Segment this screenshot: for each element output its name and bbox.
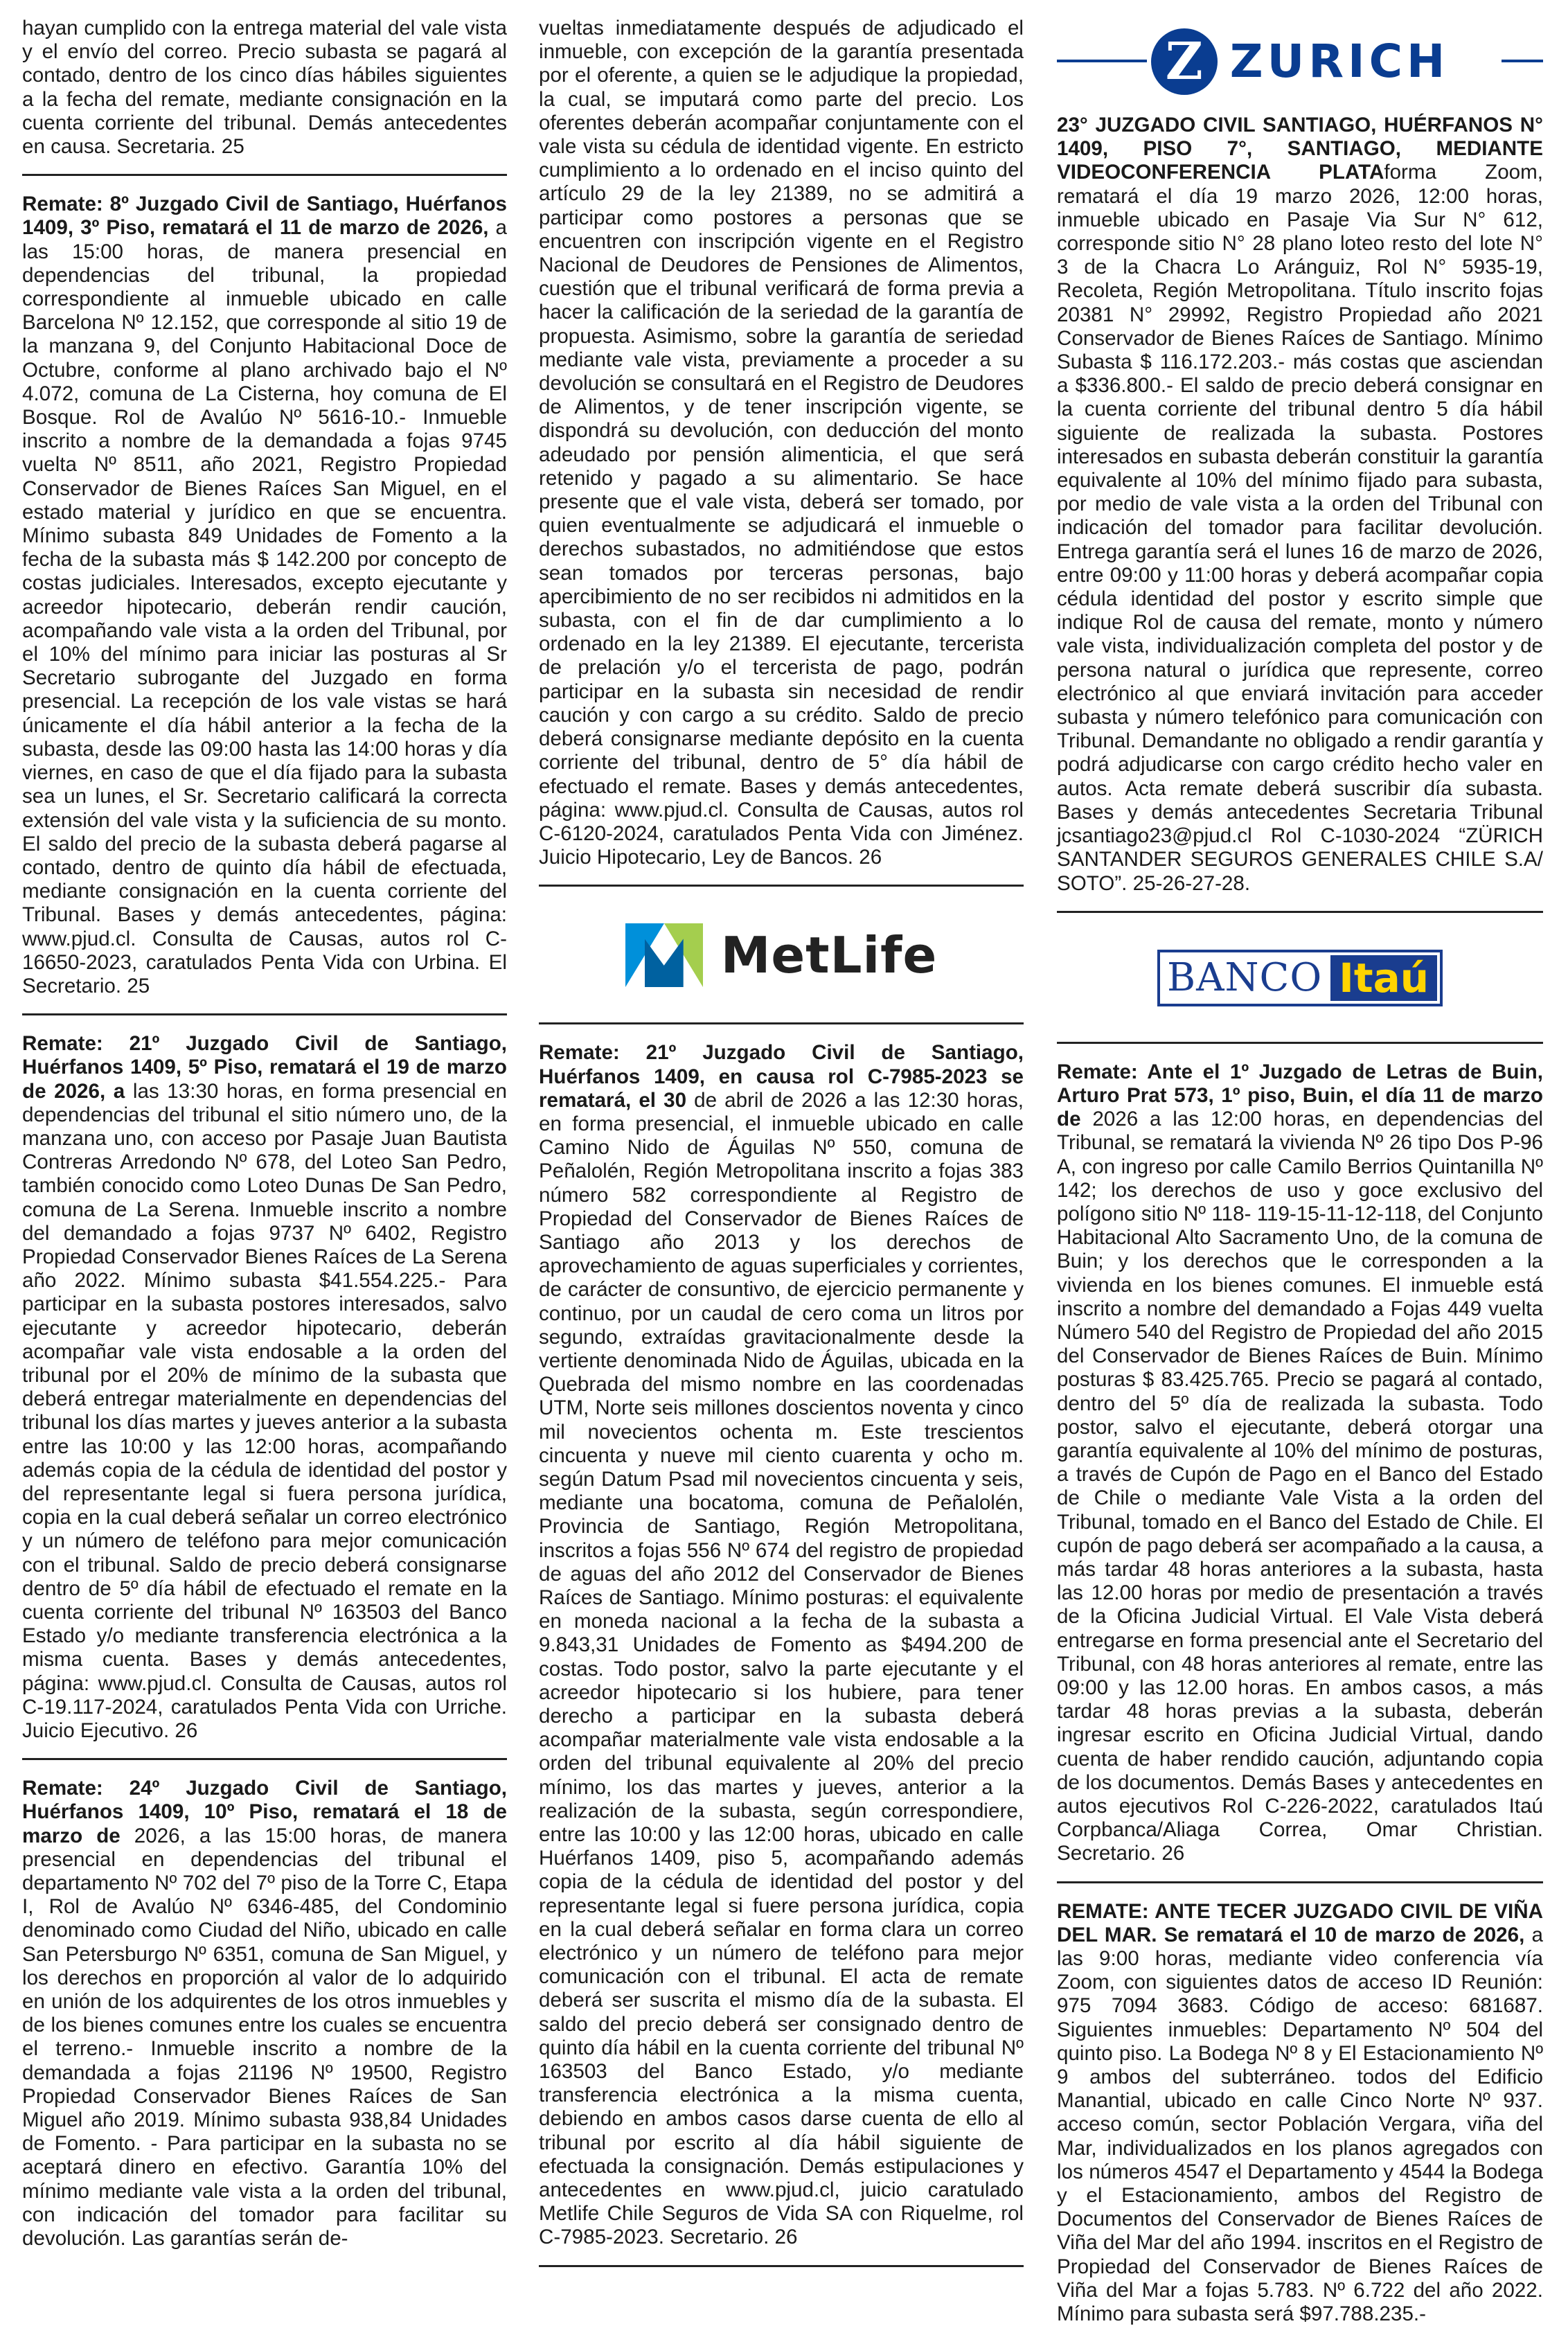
notice-body: vueltas inmediatamente después de adjudicado el inmueble, con excepción de la garantía presentada por el oferente, a quien se le adjudique la propiedad, la cual, se imputará como parte del precio. Los oferentes deberán acompañar conjuntamente con el vale vista su cédula de identidad vigente. En estricto cumplimiento a lo ordenado en el inciso quinto del artículo 29 de la ley 21389, no se admitirá a participar como postores a personas que se encuentren con inscripción vigente en el Registro Nacional de Deudores de Pensiones de Alimentos, cuestión que el tribunal verificará de forma previa a hacer la calificación de la seriedad de la garantía de propuesta. Asimismo, sobre la garantía de seriedad mediante vale vista, previamente a proceder a su devolución se consultará en el Registro de Deudores de Alimentos, y de tener inscripción vigente, se dispondrá su devolución, con deducción del monto adeudado por pensión alimenticia, el que será retenido y pagado a su alimentario. Se hace presente que el vale vista, deberá ser tomado, por quien eventualmente se adjudicará el inmueble o derechos subastados, no admitiéndose que estos sean tomados por terceras personas, bajo apercibimiento de no ser recibidos ni admitidos en la subasta, con el fin de dar cumplimiento a lo ordenado en la ley 21389. El ejecutante, tercerista de prelación y/o el tercerista de pago, podrán participar en la subasta sin necesidad de rendir caución y con cargo a su crédito. Saldo de precio deberá consignarse mediante depósito en la cuenta corriente del tribunal, dentro de 5° día hábil de efectuado el remate. Bases y demás antecedentes, página: www.pjud.cl. Consulta de Causas, autos rol C-6120-2024, caratulados Penta Vida con Jiménez. Juicio Hipotecario, Ley de Bancos. 26 <box>539 17 1024 869</box>
notice-body: a las 9:00 horas, mediante video conferencia vía Zoom, con siguientes datos de acceso ID Reunión: 975 7094 3683. Código de acceso: 681687. Siguientes inmuebles: Departamento Nº 504 del quinto piso. La Bodega Nº 8 y El Estacionamiento Nº 9 ambos del subterráneo. todos del Edificio Manantial, ubicado en calle Cinco Norte Nº 937. acceso común, sector Población Vergara, viña del Mar, individualizados en los planos agregados con los números 4547 el Departamento y 4544 la Bodega y el Estacionamiento, ambos del Registro de Documentos del Conservador de Bienes Raíces de Viña del Mar del año 1994. inscritos en el Registro de Propiedad del Conservador de Bienes Raíces de Viña del Mar a fojas 5.783. Nº 6.722 del año 2022. Mínimo para subasta será $97.788.235.- <box>1057 1923 1543 2326</box>
notice-body: a las 15:00 horas, de manera presencial en dependencias del tribunal, la propiedad correspondiente al inmueble ubicado en calle Barcelona Nº 12.152, que corresponde al sitio 19 de la manzana 9, del Conjunto Habitacional Doce de Octubre, conforme al plano archivado bajo el Nº 4.072, comuna de La Cisterna, hoy comuna de El Bosque. Rol de Avalúo Nº 5616-10.- Inmueble inscrito a nombre de la demandada a fojas 9745 vuelta Nº 8511, año 2021, Registro Propiedad Conservador de Bienes Raíces San Miguel, en el estado material y jurídico en que se encuentra. Mínimo subasta 849 Unidades de Fomento a la fecha de la subasta más $ 142.200 por concepto de costas judiciales. Interesados, excepto ejecutante y acreedor hipotecario, deberán rendir caución, acompañando vale vista a la orden del Tribunal, por el 10% del mínimo para iniciar las posturas al Sr Secretario subrogante del Juzgado en forma presencial. La recepción de los vale vistas se hará únicamente el día hábil anterior a la fecha de la subasta, desde las 09:00 hasta las 14:00 horas y día viernes, en caso de que el día fijado para la subasta sea un lunes, el Sr. Secretario calificará la correcta extensión del vale vista y la suficiencia de su monto. El saldo del precio de la subasta deberá pagarse al contado, dentro de quinto día hábil de efectuada, mediante consignación en la cuenta corriente del Tribunal. Bases y demás antecedentes, página: www.pjud.cl. Consulta de Causas, autos rol C-16650-2023, caratulados Penta Vida con Urbina. El Secretario. 25 <box>22 216 507 997</box>
auction-notice <box>1057 114 1543 896</box>
zurich-logo-line <box>1057 60 1147 62</box>
column-divider-rule <box>539 1022 1024 1024</box>
auction-notice <box>539 1041 1024 2249</box>
notice-body: hayan cumplido con la entrega material del vale vista y el envío del correo. Precio subasta se pagará al contado, dentro de los cinco días hábiles siguientes a la fecha del remate, mediante consignación en la cuenta corriente del tribunal. Demás antecedentes en causa. Secretaria. 25 <box>22 17 507 159</box>
auction-notice <box>22 17 507 159</box>
column-divider-rule <box>1057 911 1543 913</box>
notice-body: las 13:30 horas, en forma presencial en dependencias del tribunal el sitio número uno, de la manzana uno, con acceso por Pasaje Juan Bautista Contreras Arredondo Nº 678, del Loteo San Pedro, también conocido como Loteo Dunas De San Pedro, comuna de La Serena. Inmueble inscrito a nombre del demandado a fojas 9737 Nº 6402, Registro Propiedad Conservador Bienes Raíces de La Serena año 2022. Mínimo subasta $41.554.225.- Para participar en la subasta postores interesados, salvo ejecutante y acreedor hipotecario, deberán acompañar vale vista endosable a la orden del tribunal por el 20% de mínimo de la subasta que deberá entregar materialmente en dependencias del tribunal los días martes y jueves anterior a la subasta entre las 10:00 y las 12:00 horas, acompañando además copia de la cédula de identidad del postor y del representante legal si fuera persona jurídica, copia en la cual deberá señalar un correo electrónico y un número de teléfono para mejor comunicación con el tribunal. Saldo de precio deberá consignarse dentro de 5º día hábil de efectuado el remate en la cuenta corriente del tribunal Nº 163503 del Banco Estado y/o mediante transferencia electrónica a la misma cuenta. Bases y demás antecedentes, página: www.pjud.cl. Consulta de Causas, autos rol C-19.117-2024, caratulados Penta Vida con Urriche. Juicio Ejecutivo. 26 <box>22 1079 507 1743</box>
auction-notice <box>539 17 1024 869</box>
metlife-wordmark: MetLife <box>720 926 938 985</box>
zurich-logo <box>1057 10 1543 114</box>
notice-body: forma Zoom, rematará el día 19 marzo 2026, 12:00 horas, inmueble ubicado en Pasaje Via Sur N° 612, corresponde sitio N° 28 plano loteo resto del lote N° 3 de la Chacra Lo Aránguiz, Rol N° 5935-19, Recoleta, Región Metropolitana. Título inscrito fojas 20381 N° 29992, Registro Propiedad año 2021 Conservador de Bienes Raíces de Santiago. Mínimo Subasta $ 116.172.203.- más costas que asciendan a $336.800.- El saldo de precio deberá consignar en la cuenta corriente del tribunal dentro 5 día hábil siguiente de realizada la subasta. Postores interesados en subasta deberán constituir la garantía equivalente al 10% del mínimo fijado para subasta, por medio de vale vista a la orden del Tribunal con indicación del tomador para facilitar devolución. Entrega garantía será el lunes 16 de marzo de 2026, entre 09:00 y 11:00 horas y deberá acompañar copia cédula identidad del postor y escrito simple que indique Rol de causa del remate, monto y número vale vista, individualización completa del postor y de persona natural o jurídica que represente, correo electrónico al que enviará invitación para acceder subasta y número telefónico para comunicación con Tribunal. Demandante no obligado a rendir garantía y podrá adjudicarse con cargo crédito hecho valer en autos. Acta remate deberá suscribir día subasta. Bases y demás antecedentes Secretaria Tribunal jcsantiago23@pjud.cl Rol C-1030-2024 “ZÜRICH SANTANDER SEGUROS GENERALES CHILE S.A/ SOTO”. 25-26-27-28. <box>1057 161 1543 895</box>
column-divider-rule <box>539 885 1024 887</box>
banco-itau-box <box>1157 950 1443 1006</box>
banco-wordmark: BANCO <box>1166 955 1323 1000</box>
zurich-z-icon: Z <box>1151 28 1218 95</box>
column-divider-rule <box>22 1013 507 1015</box>
notice-body: de abril de 2026 a las 12:30 horas, en forma presencial, el inmueble ubicado en calle Camino Nido de Águilas Nº 550, comuna de Peñalolén, Región Metropolitana inscrito a fojas 383 número 582 correspondiente al Registro de Propiedad del Conservador de Bienes Raíces de Santiago año 2013 y los derechos de aprovechamiento de aguas superficiales y corrientes, de carácter de consuntivo, de ejercicio permanente y continuo, por un caudal de cero coma un litros por segundo, extraídas gravitacionalmente desde la vertiente denominada Nido de Águilas, ubicada en la Quebrada del mismo nombre en las coordenadas UTM, Norte seis millones doscientos noventa y cinco mil novecientos ochenta m. Este trescientos cincuenta y nueve mil ciento cuarenta y ocho m. según Datum Psad mil novecientos cincuenta y seis, mediante una bocatoma, comuna de Peñalolén, Provincia de Santiago, Región Metropolitana, inscritos a fojas 556 Nº 674 del registro de propiedad de aguas del año 2012 del Conservador de Bienes Raíces de Santiago. Mínimo posturas: el equivalente en moneda nacional a la fecha de la subasta a 9.843,31 Unidades de Fomento as $494.200 de costas. Todo postor, salvo la parte ejecutante y el acreedor hipotecario si los hubiere, para tener derecho a participar en la subasta deberá acompañar materialmente vale vista endosable a la orden del tribunal equivalente al 20% del precio mínimo, los das martes y jueves, anterior a la realización de la subasta, según correspondiere, entre las 10:00 y las 12:00 horas, ubicado en calle Huérfanos 1409, piso 5, acompañando además copia de la cédula de identidad del postor y del representante legal si fuere persona jurídica, copia en la cual deberá señalar en forma clara un correo electrónico y un número de teléfono para mejor comunicación con el tribunal. El acta de remate deberá ser suscrita el mismo día de la subasta. El saldo del precio deberá ser consignado dentro de quinto día hábil en la cuenta corriente del tribunal Nº 163503 del Banco Estado, y/o mediante transferencia electrónica a la misma cuenta, debiendo en ambos casos darse cuenta de ello al tribunal por escrito al día hábil siguiente de efectuada la consignación. Demás estipulaciones y antecedentes en www.pjud.cl, juicio caratulado Metlife Chile Seguros de Vida SA con Riquelme, rol C-7985-2023. Secretario. 26 <box>539 1088 1024 2249</box>
column-right <box>1057 17 1543 2326</box>
auction-notice <box>22 1777 507 2250</box>
column-divider-rule <box>1057 1042 1543 1044</box>
column-divider-rule <box>539 2265 1024 2267</box>
banco-itau-logo <box>1057 930 1543 1027</box>
auction-notice <box>1057 1900 1543 2326</box>
metlife-m-icon <box>625 923 703 987</box>
column-divider-rule <box>22 1758 507 1760</box>
zurich-logo-line <box>1502 60 1543 62</box>
notice-heading: Remate: 24º Juzgado Civil de Santiago, Huérfanos 1409, 10º Piso, rematará el 18 de marzo de <box>22 1777 507 1847</box>
notice-heading: Remate: Ante el 1º Juzgado de Letras de Buin, Arturo Prat 573, 1º piso, Buin, el día 11 de marzo de <box>1057 1060 1543 1131</box>
notice-body: 2026, a las 15:00 horas, de manera presencial en dependencias del tribunal el departamento Nº 702 del 7º piso de la Torre C, Etapa I, Rol de Avalúo Nº 6346-485, del Condominio denominado como Ciudad del Niño, ubicado en calle San Petersburgo Nº 6351, comuna de San Miguel, y los derechos en proporción al valor de lo adquirido en unión de los adquirentes de los otros inmuebles y de los bienes comunes entre los cuales se encuentra el terreno.- Inmueble inscrito a nombre de la demandada a fojas 21196 Nº 19500, Registro Propiedad Conservador Bienes Raíces de San Miguel año 2019. Mínimo subasta 938,84 Unidades de Fomento. - Para participar en la subasta no se aceptará dinero en efectivo. Garantía 10% del mínimo mediante vale vista a la orden del tribunal, con indicación del tomador para facilitar su devolución. Las garantías serán de- <box>22 1824 507 2250</box>
notice-heading: Remate: 21º Juzgado Civil de Santiago, Huérfanos 1409, 5º Piso, rematará el 19 de marzo de 2026, a <box>22 1032 507 1103</box>
auction-notice <box>22 1032 507 1743</box>
notice-heading: 23° JUZGADO CIVIL SANTIAGO, HUÉRFANOS N° 1409, PISO 7°, SANTIAGO, MEDIANTE VIDEOCONFERENCIA PLATA <box>1057 114 1543 184</box>
column-middle <box>539 17 1024 2249</box>
auction-notice <box>1057 1060 1543 1866</box>
column-left <box>22 17 507 2250</box>
itau-wordmark: Itaú <box>1330 955 1437 1001</box>
column-divider-rule <box>1057 1881 1543 1883</box>
notice-heading: Remate: 21º Juzgado Civil de Santiago, Huérfanos 1409, en causa rol C-7985-2023 se rematará, el 30 <box>539 1041 1024 1112</box>
notice-body: 2026 a las 12:00 horas, en dependencias del Tribunal, se rematará la vivienda Nº 26 tipo Dos P-96 A, con ingreso por calle Camilo Berrios Quintanilla Nº 142; los derechos de uso y goce exclusivo del polígono sitio Nº 118- 119-15-11-12-118, del Conjunto Habitacional Alto Sacramento Uno, de la comuna de Buin; y los derechos que le corresponden a la vivienda en los bienes comunes. El inmueble está inscrito a nombre del demandado a Fojas 449 vuelta Número 540 del Registro de Propiedad del año 2015 del Conservador de Bienes Raíces de Buin. Mínimo posturas $ 83.425.765. Precio se pagará al contado, dentro del 5º día de realizada la subasta. Todo postor, salvo el ejecutante, deberá otorgar una garantía equivalente al 10% del mínimo de posturas, a través de Cupón de Pago en el Banco del Estado de Chile o mediante Vale Vista a la orden del Tribunal, tomado en el Banco del Estado de Chile. El cupón de pago deberá ser acompañado a la causa, a más tardar 48 horas anteriores a la subasta, hasta las 12.00 horas por medio de presentación a través de la Oficina Judicial Virtual. El Vale Vista deberá entregarse en forma presencial ante el Secretario del Tribunal, con 48 horas anteriores al remate, entre las 09:00 y las 12.00 horas. En ambos casos, a más tardar 48 horas previas a la subasta, deberán ingresar escrito en Oficina Judicial Virtual, dando cuenta de haber rendido caución, adjuntando copia de los documentos. Demás Bases y antecedentes en autos ejecutivos Rol C-226-2022, caratulados Itaú Corpbanca/Aliaga Correa, Omar Christian. Secretario. 26 <box>1057 1108 1543 1865</box>
zurich-wordmark: ZURICH <box>1229 34 1450 88</box>
auction-notice <box>22 193 507 998</box>
notice-heading: Remate: 8º Juzgado Civil de Santiago, Huérfanos 1409, 3º Piso, rematará el 11 de marzo de 2026, <box>22 193 507 240</box>
metlife-logo <box>539 903 1024 1007</box>
column-divider-rule <box>22 174 507 176</box>
notice-heading: REMATE: ANTE TECER JUZGADO CIVIL DE VIÑA DEL MAR. Se rematará el 10 de marzo de 2026, <box>1057 1899 1543 1946</box>
